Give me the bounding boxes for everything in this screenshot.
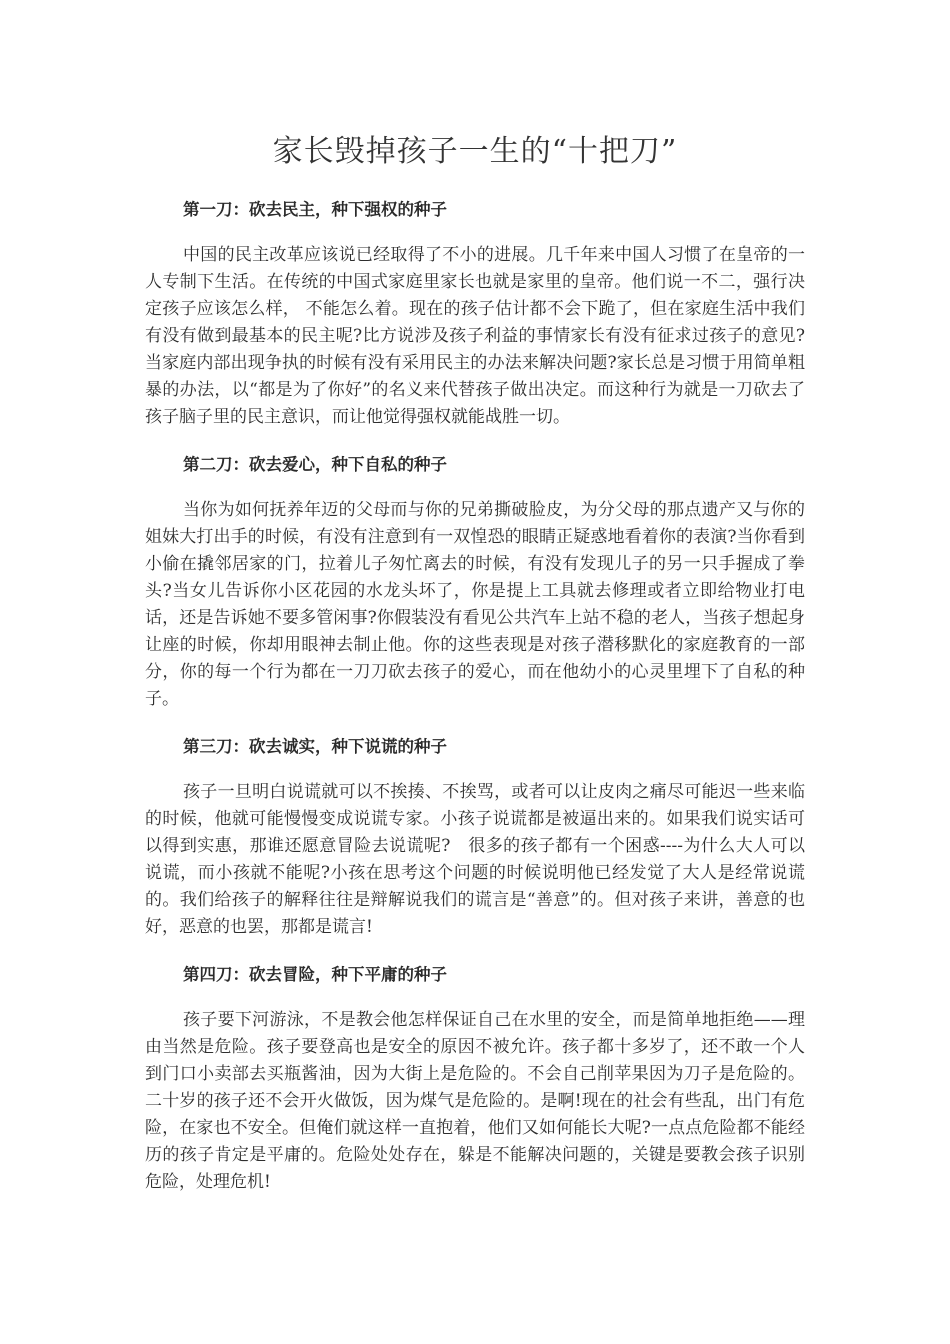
document-title: 家长毁掉孩子一生的“十把刀” — [272, 134, 678, 169]
section-paragraph: 中国的民主改革应该说已经取得了不小的进展。几千年来中国人习惯了在皇帝的一人专制下生活。在传统的中国式家庭里家长也就是家里的皇帝。他们说一不二，强行决定孩子应该怎么样， 不能怎么着。现在的孩子估计都不会下跪了，但在家庭生活中我们有没有做到最基本的民主呢?比方说涉及孩子利益的事情家长有没有征求过孩子的意见?当家庭内部出现争执的时候有没有采用民主的办法来解决问题?家长总是习惯于用简单粗暴的办法，以“都是为了你好”的名义来代替孩子做出决定。而这种行为就是一刀砍去了孩子脑子里的民主意识，而让他觉得强权就能战胜一切。 — [145, 245, 805, 427]
section-paragraph: 孩子要下河游泳，不是教会他怎样保证自己在水里的安全，而是简单地拒绝——理由当然是危险。孩子要登高也是安全的原因不被允许。孩子都十多岁了，还不敢一个人到门口小卖部去买瓶酱油，因为大街上是危险的。不会自己削苹果因为刀子是危险的。二十岁的孩子还不会开火做饭，因为煤气是危险的。是啊!现在的社会有些乱，出门有危险，在家也不安全。但俺们就这样一直抱着，他们又如何能长大呢?一点点危险都不能经历的孩子肯定是平庸的。危险处处存在，躲是不能解决问题的，关键是要教会孩子识别危险，处理危机! — [145, 1010, 805, 1192]
section-heading: 第四刀：砍去冒险，种下平庸的种子 — [183, 965, 447, 984]
section-2 — [145, 451, 805, 713]
section-4 — [145, 961, 805, 1196]
section-heading: 第三刀：砍去诚实，种下说谎的种子 — [183, 737, 447, 756]
document-body — [145, 196, 805, 1216]
section-heading: 第一刀：砍去民主，种下强权的种子 — [183, 200, 447, 219]
section-paragraph: 孩子一旦明白说谎就可以不挨揍、不挨骂，或者可以让皮肉之痛尽可能迟一些来临的时候，他就可能慢慢变成说谎专家。小孩子说谎都是被逼出来的。如果我们说实话可以得到实惠，那谁还愿意冒险去说谎呢? 很多的孩子都有一个困惑----为什么大人可以说谎，而小孩就不能呢?小孩在思考这个问题的时候说明他已经发觉了大人是经常说谎的。我们给孩子的解释往往是辩解说我们的谎言是“善意”的。但对孩子来讲，善意的也好，恶意的也罢，那都是谎言! — [145, 782, 805, 937]
section-heading: 第二刀：砍去爱心，种下自私的种子 — [183, 455, 447, 474]
section-3 — [145, 733, 805, 941]
section-paragraph: 当你为如何抚养年迈的父母而与你的兄弟撕破脸皮，为分父母的那点遗产又与你的姐妹大打出手的时候，有没有注意到有一双惶恐的眼睛正疑惑地看着你的表演?当你看到小偷在撬邻居家的门，拉着儿子匆忙离去的时候，有没有发现儿子的另一只手握成了拳头?当女儿告诉你小区花园的水龙头坏了，你是提上工具就去修理或者立即给物业打电话，还是告诉她不要多管闲事?你假装没有看见公共汽车上站不稳的老人，当孩子想起身让座的时候，你却用眼神去制止他。你的这些表现是对孩子潜移默化的家庭教育的一部分，你的每一个行为都在一刀刀砍去孩子的爱心，而在他幼小的心灵里埋下了自私的种子。 — [145, 500, 805, 709]
section-1 — [145, 196, 805, 431]
